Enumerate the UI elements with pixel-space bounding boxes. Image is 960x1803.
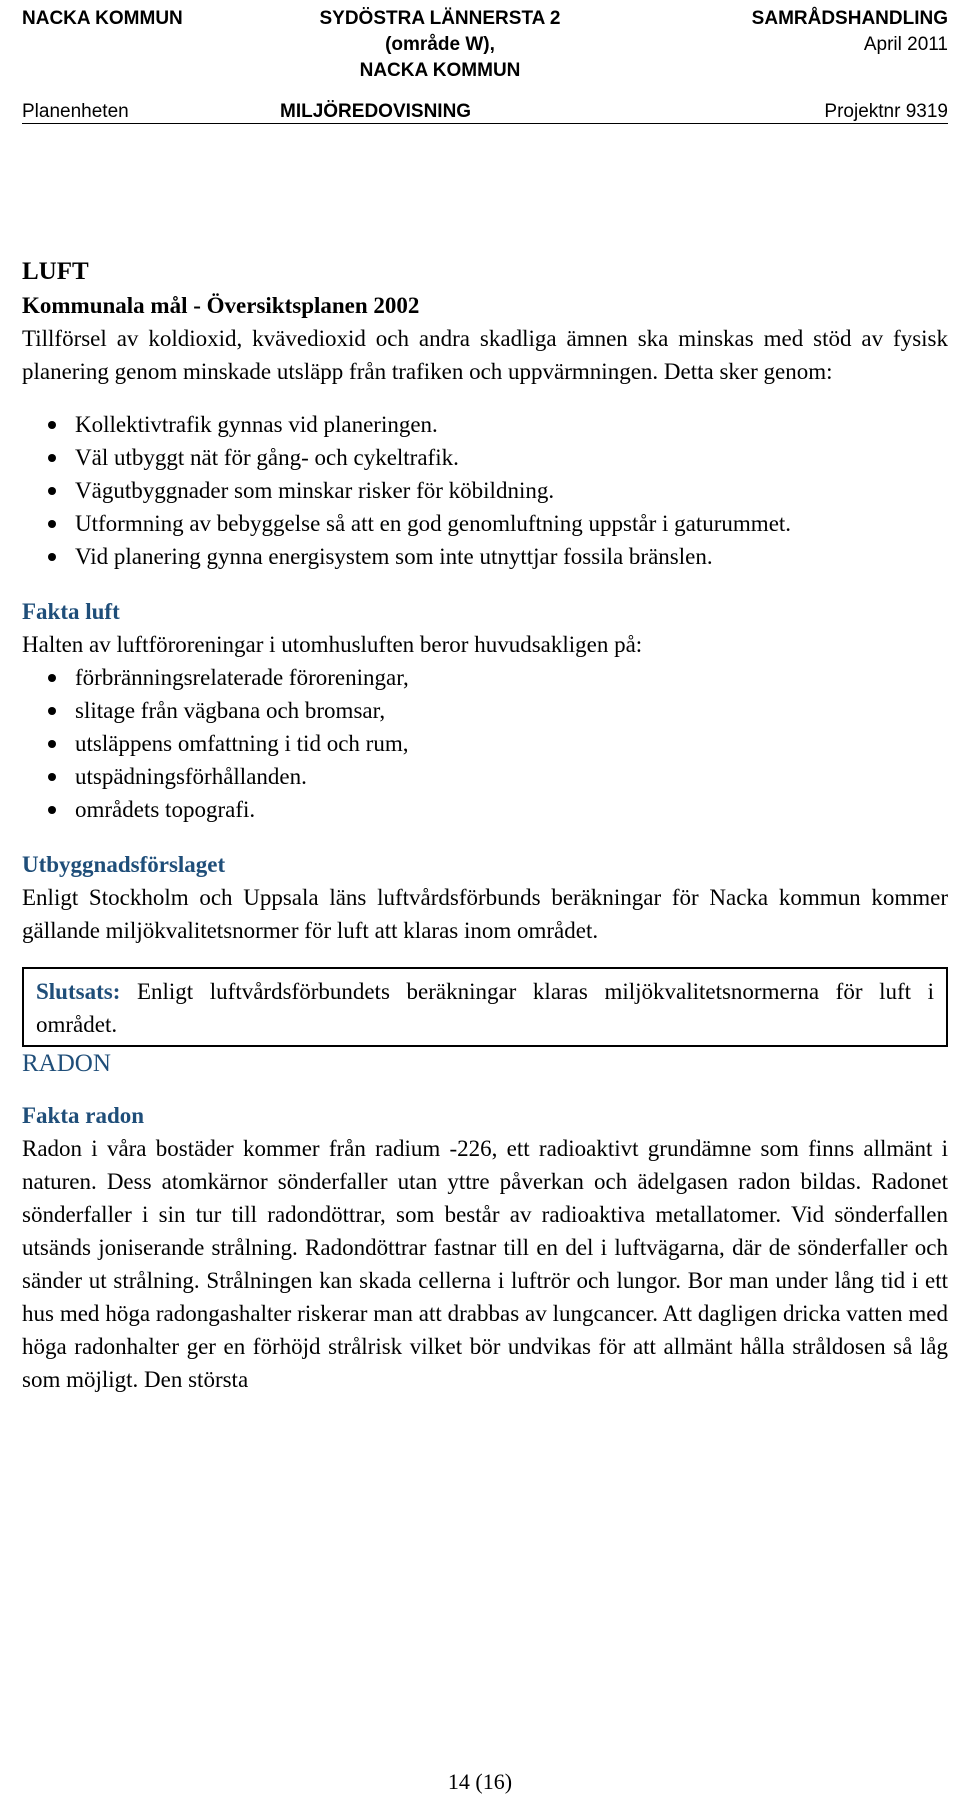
conclusion-text: Enligt luftvårdsförbundets beräkningar klaras miljökvalitetsnormerna för luft i området.	[36, 979, 934, 1037]
bullet-icon	[48, 421, 56, 429]
conclusion-label: Slutsats:	[36, 979, 121, 1004]
list-item: Kollektivtrafik gynnas vid planeringen.	[22, 408, 948, 441]
bullet-icon	[48, 520, 56, 528]
header-divider	[22, 123, 948, 124]
goal-list	[22, 408, 948, 573]
header-title-line2: NACKA KOMMUN	[359, 60, 521, 81]
header-title-line1: SYDÖSTRA LÄNNERSTA 2 (område W),	[319, 8, 561, 55]
header-date: April 2011	[863, 34, 948, 55]
bullet-icon	[48, 806, 56, 814]
facts-luft-list	[22, 661, 948, 826]
bullet-icon	[48, 707, 56, 715]
list-item: Vid planering gynna energisystem som inte utnyttjar fossila bränslen.	[22, 540, 948, 573]
bullet-icon	[48, 553, 56, 561]
goal-heading: Kommunala mål - Översiktsplanen 2002	[22, 293, 420, 318]
page-header	[0, 0, 960, 124]
list-item: Utformning av bebyggelse så att en god genomluftning uppstår i gaturummet.	[22, 507, 948, 540]
header-org: NACKA KOMMUN	[22, 8, 183, 29]
facts-luft-text: Halten av luftföroreningar i utomhusluften beror huvudsakligen på:	[22, 632, 643, 657]
list-item: förbränningsrelaterade föroreningar,	[22, 661, 948, 694]
header-unit: Planenheten	[22, 101, 129, 122]
header-left	[22, 6, 252, 122]
bullet-icon	[48, 773, 56, 781]
facts-luft-heading: Fakta luft	[22, 599, 120, 624]
bullet-icon	[48, 740, 56, 748]
header-status: SAMRÅDSHANDLING	[751, 8, 948, 29]
list-item: Vägutbyggnader som minskar risker för köbildning.	[22, 474, 948, 507]
goal-text: Tillförsel av koldioxid, kvävedioxid och andra skadliga ämnen ska minskas med stöd av fysisk planering genom minskade utsläpp från trafiken och uppvärmningen. Detta sker genom:	[22, 326, 948, 384]
proposal-heading: Utbyggnadsförslaget	[22, 852, 226, 877]
page-content	[22, 255, 948, 1396]
header-center	[280, 6, 680, 122]
section-heading-radon: RADON	[22, 1050, 111, 1077]
page-number: 14 (16)	[447, 1769, 513, 1794]
bullet-icon	[48, 674, 56, 682]
list-item: slitage från vägbana och bromsar,	[22, 694, 948, 727]
conclusion-box	[22, 967, 948, 1047]
list-item: utsläppens omfattning i tid och rum,	[22, 727, 948, 760]
facts-radon-heading: Fakta radon	[22, 1103, 145, 1128]
section-heading-luft: LUFT	[22, 258, 89, 285]
list-item: utspädningsförhållanden.	[22, 760, 948, 793]
bullet-icon	[48, 454, 56, 462]
facts-radon-text: Radon i våra bostäder kommer från radium -226, ett radioaktivt grundämne som finns allmänt i naturen. Dess atomkärnor sönderfaller utan yttre påverkan och ädelgasen radon bildas. Radonet sönderfaller i sin tur till radondöttrar, som består av radioaktiva metallatomer. Vid sönderfallen utsänds joniserande strålning. Radondöttrar fastnar till en del i luftvägarna, där de sönderfaller och sänder ut strålning. Strålningen kan skada cellerna i luftrör och lungor. Bor man under lång tid i ett hus med höga radongashalter riskerar man att drabbas av lungcancer. Att dagligen dricka vatten med höga radonhalter ger en förhöjd strålrisk vilket bör undvikas för att allmänt hålla stråldosen så låg som möjligt. Den största	[22, 1136, 948, 1392]
bullet-icon	[48, 487, 56, 495]
header-right	[700, 6, 948, 122]
header-project: Projektnr 9319	[824, 101, 948, 122]
list-item: områdets topografi.	[22, 793, 948, 826]
header-title-line3: MILJÖREDOVISNING	[280, 101, 472, 122]
list-item: Väl utbyggt nät för gång- och cykeltrafik.	[22, 441, 948, 474]
proposal-text: Enligt Stockholm och Uppsala läns luftvårdsförbunds beräkningar för Nacka kommun kommer gällande miljökvalitetsnormer för luft att klaras inom området.	[22, 885, 948, 943]
